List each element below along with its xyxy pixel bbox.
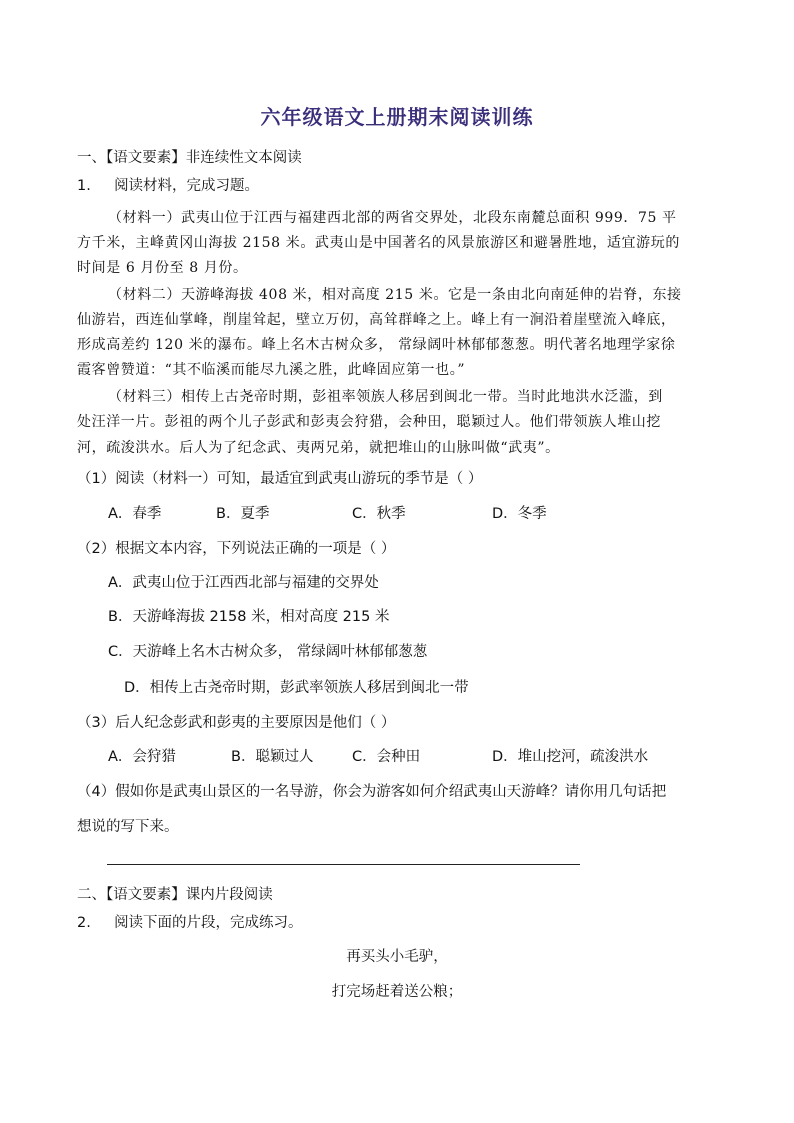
sub3-option-b[interactable]: B．聪颖过人 xyxy=(231,749,314,765)
q1-instruction: 阅读材料，完成习题。 xyxy=(114,178,260,194)
material3-line3: 河，疏浚洪水。后人为了纪念武、夷两兄弟，就把堆山的山脉叫做“武夷”。 xyxy=(77,440,560,456)
sub1-option-d[interactable]: D．冬季 xyxy=(492,506,547,522)
q1-number: 1. xyxy=(77,178,91,194)
q2-number: 2. xyxy=(77,915,91,931)
sub2-option-c[interactable]: C．天游峰上名木古树众多， 常绿阔叶林郁郁葱葱 xyxy=(108,644,428,660)
sub1-option-c[interactable]: C．秋季 xyxy=(352,506,406,522)
material1-line1: （材料一）武夷山位于江西与福建西北部的两省交界处，北段东南麓总面积 999．75 平 xyxy=(108,210,677,226)
sub4-question-line2: 想说的写下来。 xyxy=(77,819,179,835)
sub2-option-b[interactable]: B．天游峰海拔 2158 米，相对高度 215 米 xyxy=(108,609,390,625)
page-title: 六年级语文上册期末阅读训练 xyxy=(260,105,534,129)
q1-line xyxy=(77,174,259,195)
material2-line2: 仙游岩，西连仙掌峰，削崖耸起，壁立万仞，高耸群峰之上。峰上有一涧沿着崖壁流入峰底， xyxy=(77,312,676,328)
sub1-question: （1）阅读（材料一）可知，最适宜到武夷山游玩的季节是（ ） xyxy=(77,471,483,487)
section2-heading: 二、【语文要素】课内片段阅读 xyxy=(77,887,273,903)
sub4-question-line1: （4）假如你是武夷山景区的一名导游，你会为游客如何介绍武夷山天游峰？请你用几句话把 xyxy=(77,784,667,800)
poem-line1: 再买头小毛驴， xyxy=(346,949,448,965)
material1-line2: 方千米，主峰黄冈山海拔 2158 米。武夷山是中国著名的风景旅游区和避暑胜地，适宜游玩的 xyxy=(77,235,680,251)
sub2-option-d[interactable]: D．相传上古尧帝时期，彭武率领族人移居到闽北一带 xyxy=(124,680,469,696)
material2-line4: 霞客曾赞道：“其不临溪而能尽九溪之胜，此峰固应第一也。” xyxy=(77,362,466,378)
answer-line[interactable] xyxy=(107,864,580,865)
sub2-option-a[interactable]: A．武夷山位于江西西北部与福建的交界处 xyxy=(108,575,379,591)
material2-line1: （材料二）天游峰海拔 408 米，相对高度 215 米。它是一条由北向南延伸的岩脊，东接 xyxy=(108,287,682,303)
poem-line2: 打完场赶着送公粮； xyxy=(331,984,463,1000)
q2-instruction: 阅读下面的片段，完成练习。 xyxy=(114,915,303,931)
sub3-option-d[interactable]: D．堆山挖河，疏浚洪水 xyxy=(492,749,649,765)
sub3-question: （3）后人纪念彭武和彭夷的主要原因是他们（ ） xyxy=(77,715,396,731)
material3-line1: （材料三）相传上古尧帝时期，彭祖率领族人移居到闽北一带。当时此地洪水泛滥，到 xyxy=(108,389,663,405)
section1-heading: 一、【语文要素】非连续性文本阅读 xyxy=(77,150,302,166)
material1-line3: 时间是 6 月份至 8 月份。 xyxy=(77,260,248,276)
material3-line2: 处汪洋一片。彭祖的两个儿子彭武和彭夷会狩猎，会种田，聪颖过人。他们带领族人堆山挖 xyxy=(77,414,661,430)
sub2-question: （2）根据文本内容，下列说法正确的一项是（ ） xyxy=(77,541,396,557)
material2-line3: 形成高差约 120 米的瀑布。峰上名木古树众多， 常绿阔叶林郁郁葱葱。明代著名地理学家徐 xyxy=(77,337,676,353)
q2-line xyxy=(77,911,303,932)
sub3-option-c[interactable]: C．会种田 xyxy=(352,749,421,765)
sub3-option-a[interactable]: A．会狩猎 xyxy=(108,749,176,765)
sub1-option-b[interactable]: B．夏季 xyxy=(216,506,270,522)
sub1-option-a[interactable]: A．春季 xyxy=(108,506,162,522)
